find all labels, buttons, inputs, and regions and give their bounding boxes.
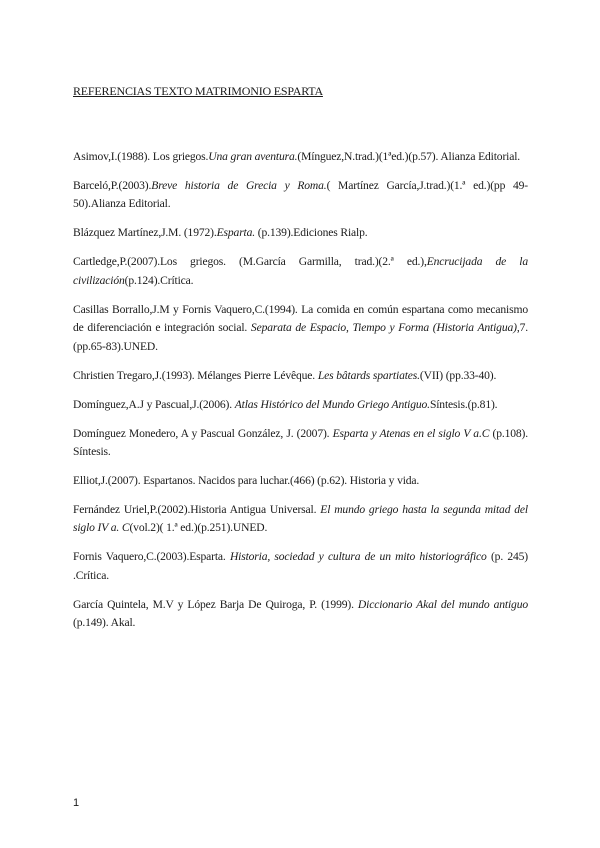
- reference-entry: [73, 596, 528, 633]
- reference-text: García Quintela, M.V y López Barja De Quiroga, P. (1999).: [73, 597, 358, 611]
- reference-title-italic: Historia, sociedad y cultura de un mito historiográfico: [229, 550, 487, 564]
- reference-entry: [73, 301, 528, 356]
- reference-text: (p. 245) .Crítica.: [73, 550, 528, 582]
- reference-text: Barceló,P.(2003).: [73, 179, 152, 192]
- reference-text: Casillas Borrallo,J.M y Fornis Vaquero,C.(1994). La comida en común espartana como mecanismo de diferenciación e integración social.: [73, 302, 528, 335]
- reference-text: (p.124).Crítica.: [124, 273, 194, 287]
- page-number: 1: [73, 797, 80, 809]
- reference-title-italic: Encrucijada de la civilización: [73, 255, 528, 287]
- reference-title-italic: Una gran aventura.: [208, 150, 298, 163]
- reference-text: Christien Tregaro,J.(1993). Mélanges Pierre Lévêque.: [73, 368, 318, 382]
- reference-title-italic: Esparta.: [216, 226, 256, 240]
- reference-text: Elliot,J.(2007). Espartanos. Nacidos para luchar.(466) (p.62). Historia y vida.: [73, 474, 420, 488]
- reference-text: Asimov,I.(1988). Los griegos.: [73, 150, 209, 163]
- document-title: REFERENCIAS TEXTO MATRIMONIO ESPARTA: [73, 84, 323, 98]
- reference-text: (VII) (pp.33-40).: [419, 368, 497, 382]
- reference-entry: [73, 425, 528, 462]
- reference-entry: [73, 253, 528, 290]
- reference-entry: [73, 148, 528, 166]
- reference-title-italic: Atlas Histórico del Mundo Griego Antiguo.: [234, 397, 430, 411]
- reference-text: Fernández Uriel,P.(2002).Historia Antigua Universal.: [73, 503, 321, 517]
- reference-entry: [73, 177, 528, 214]
- reference-list: [73, 148, 528, 643]
- reference-text: ,7.(pp.65-83).UNED.: [73, 321, 528, 353]
- reference-text: Síntesis.(p.81).: [429, 397, 498, 411]
- reference-text: ( Martínez García,J.trad.)(1.ª ed.)(pp 49-50).Alianza Editorial.: [73, 179, 528, 211]
- reference-entry: [73, 472, 528, 490]
- reference-entry: [73, 501, 528, 538]
- reference-text: (p.108). Síntesis.: [73, 426, 528, 459]
- reference-entry: [73, 367, 528, 385]
- reference-text: (Mínguez,N.trad.)(1ªed.)(p.57). Alianza Editorial.: [297, 150, 521, 163]
- reference-entry: [73, 224, 528, 242]
- reference-text: Domínguez,A.J y Pascual,J.(2006).: [73, 397, 235, 411]
- reference-title-italic: Breve historia de Grecia y Roma.: [151, 179, 327, 192]
- reference-title-italic: Les bâtards spartiates.: [317, 368, 420, 382]
- reference-text: Blázquez Martínez,J.M. (1972).: [73, 226, 217, 240]
- reference-title-italic: Separata de Espacio, Tiempo y Forma (Historia Antigua): [250, 321, 517, 335]
- reference-text: (p.139).Ediciones Rialp.: [255, 226, 368, 240]
- reference-text: (p.149). Akal.: [73, 616, 136, 630]
- reference-entry: [73, 548, 528, 585]
- reference-entry: [73, 396, 528, 414]
- reference-text: (vol.2)( 1.ª ed.)(p.251).UNED.: [129, 521, 268, 535]
- reference-text: Fornis Vaquero,C.(2003).Esparta.: [73, 550, 230, 564]
- reference-text: Domínguez Monedero, A y Pascual González, J. (2007).: [73, 426, 333, 440]
- reference-text: Cartledge,P.(2007).Los griegos. (M.García Garmilla, trad.)(2.ª ed.),: [73, 255, 427, 269]
- reference-title-italic: El mundo griego hasta la segunda mitad del siglo IV a. C: [73, 503, 528, 535]
- reference-title-italic: Esparta y Atenas en el siglo V a.C: [332, 426, 490, 440]
- reference-title-italic: Diccionario Akal del mundo antiguo: [357, 597, 528, 611]
